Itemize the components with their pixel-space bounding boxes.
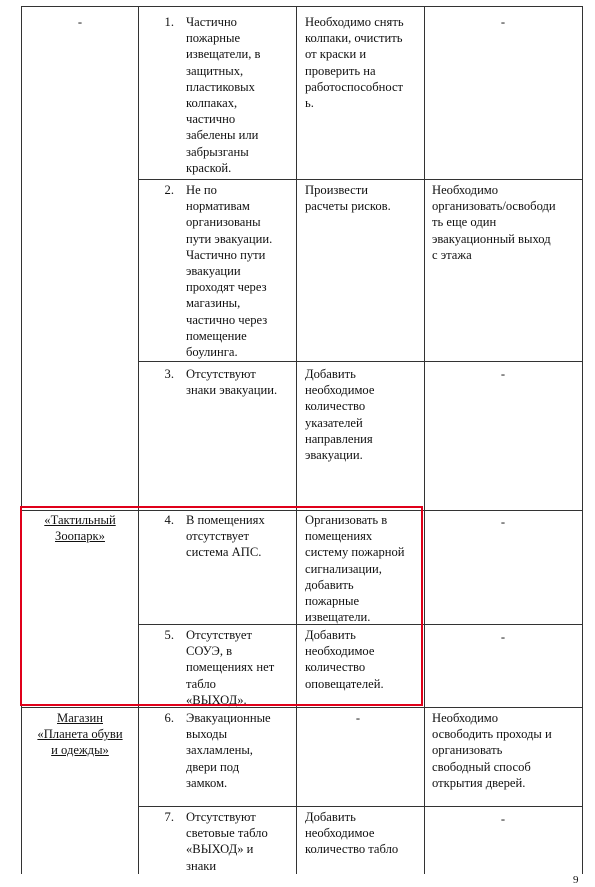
row-number: 4.: [164, 513, 174, 527]
grid-line: [424, 6, 425, 874]
note-cell: -: [500, 367, 506, 381]
measure-cell: Добавить необходимое количество указателей направления эвакуации.: [305, 367, 375, 463]
note-cell: Необходимо организовать/освободи ть еще один эвакуационный выход с этажа: [432, 183, 556, 262]
note-cell: Необходимо освободить проходы и организовать свободный способ открытия дверей.: [432, 711, 552, 790]
violation-cell: Эвакуационные выходы захламлены, двери под замком.: [186, 711, 271, 790]
violation-cell: Не по нормативам организованы пути эвакуации. Частично пути эвакуации проходят через магазины, частично через помещение боулинга.: [186, 183, 273, 360]
grid-line: [21, 6, 583, 7]
highlight-box: [20, 506, 423, 706]
note-cell: -: [500, 15, 506, 29]
grid-line: [582, 6, 583, 874]
grid-line: [138, 361, 582, 362]
violation-cell: Частично пожарные извещатели, в защитных, пластиковых колпаках, частично забелены или забрызганы краской.: [186, 15, 261, 175]
measure-cell: Добавить необходимое количество оповещателей.: [305, 628, 384, 691]
row-number: 7.: [164, 810, 174, 824]
measure-cell: Необходимо снять колпаки, очистить от краски и проверить на работоспособност ь.: [305, 15, 404, 111]
grid-line: [296, 6, 297, 874]
page-number: 9: [573, 874, 579, 886]
grid-line: [138, 179, 582, 180]
row-number: 1.: [164, 15, 174, 29]
location-cell: «Тактильный Зоопарк»: [44, 513, 116, 543]
measure-cell: Добавить необходимое количество табло: [305, 810, 399, 857]
violation-cell: Отсутствуют световые табло «ВЫХОД» и знаки: [186, 810, 268, 873]
row-number: 5.: [164, 628, 174, 642]
note-cell: -: [500, 630, 506, 644]
grid-line: [21, 707, 583, 708]
note-cell: -: [500, 515, 506, 529]
location-cell: Магазин «Планета обуви и одежды»: [37, 711, 123, 757]
grid-line: [138, 806, 582, 807]
measure-cell: Произвести расчеты рисков.: [305, 183, 391, 214]
measure-cell: -: [355, 711, 361, 725]
violation-cell: Отсутствуют знаки эвакуации.: [186, 367, 278, 398]
grid-line: [138, 6, 139, 874]
location-cell: -: [77, 15, 83, 29]
note-cell: -: [500, 812, 506, 826]
row-number: 2.: [164, 183, 174, 197]
grid-line: [21, 6, 22, 874]
row-number: 3.: [164, 367, 174, 381]
violation-cell: Отсутствует СОУЭ, в помещениях нет табло «ВЫХОД».: [186, 628, 275, 707]
row-number: 6.: [164, 711, 174, 725]
violation-cell: В помещениях отсутствует система АПС.: [186, 513, 265, 560]
measure-cell: Организовать в помещениях систему пожарной сигнализации, добавить пожарные извещатели.: [305, 513, 405, 625]
